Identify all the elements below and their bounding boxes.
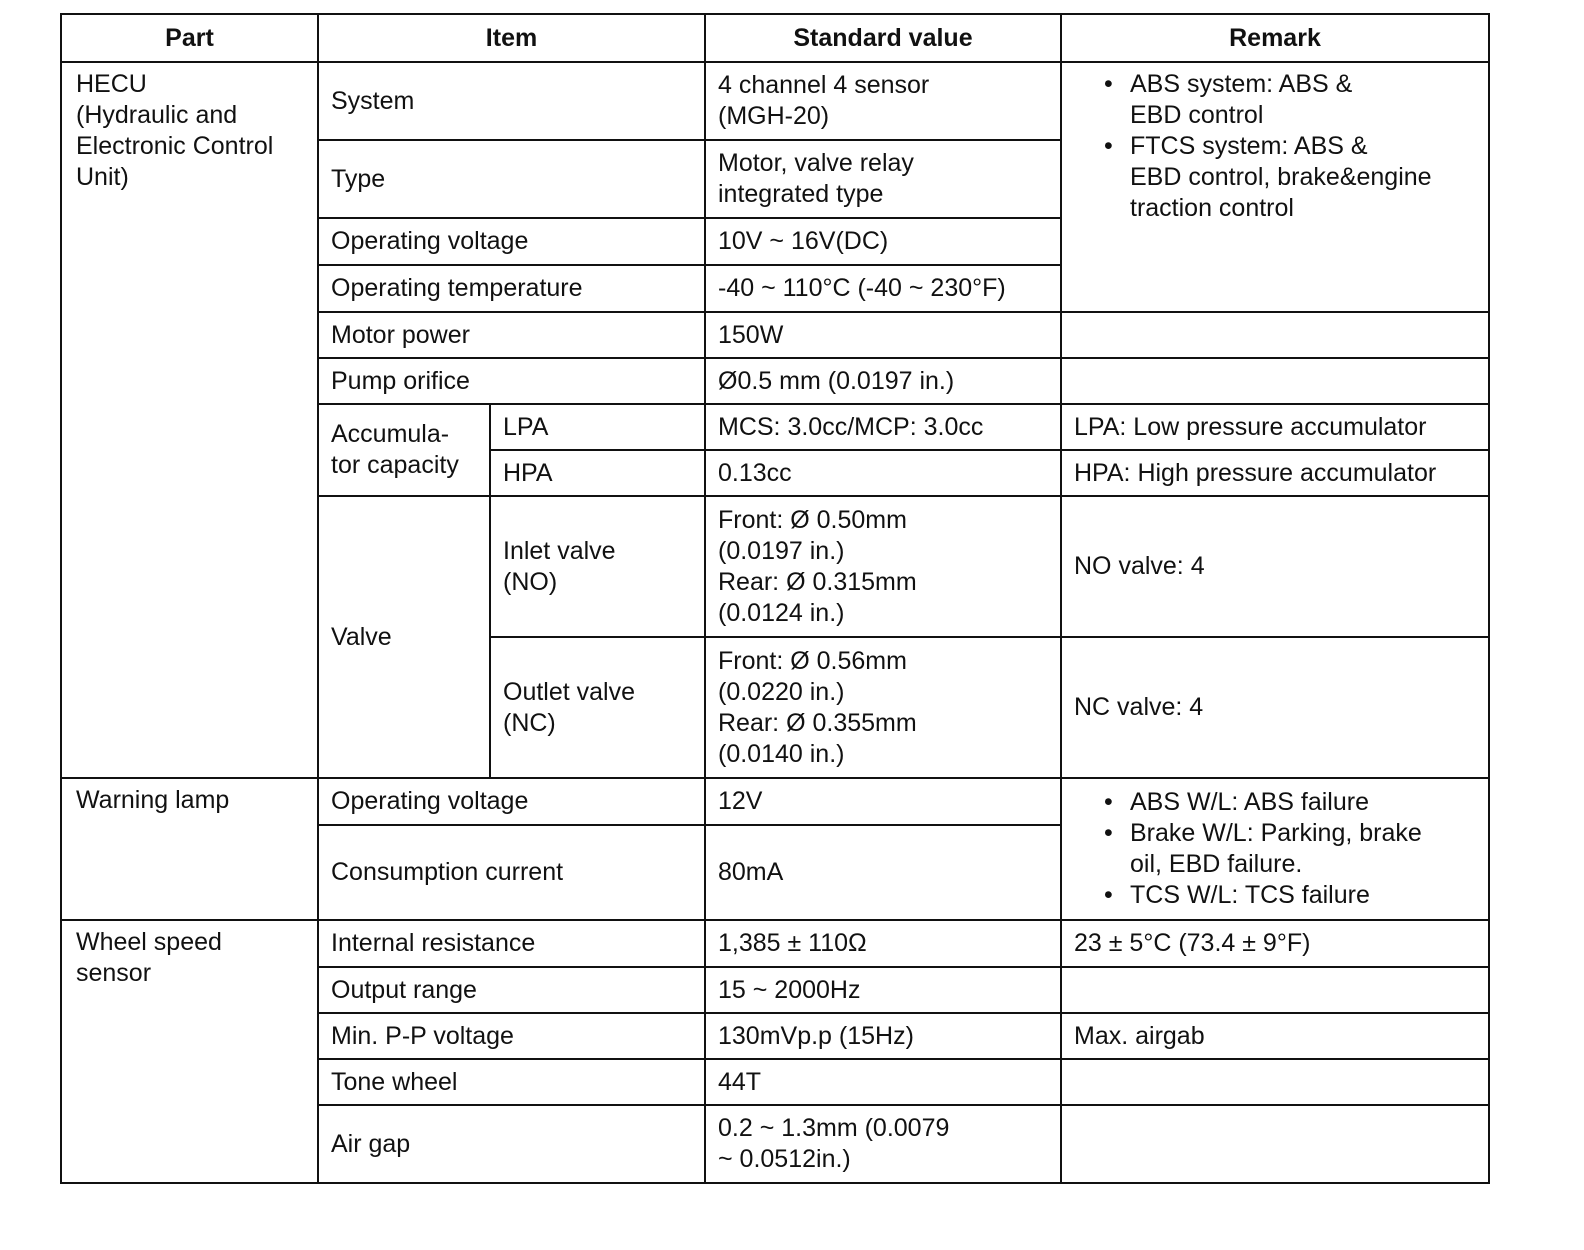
part-warning-lamp: Warning lamp	[61, 778, 318, 920]
item-system: System	[318, 62, 705, 140]
list-item: • Brake W/L: Parking, brake oil, EBD failure.	[1130, 818, 1476, 880]
subitem-lpa: LPA	[490, 404, 705, 450]
item-operating-temperature: Operating temperature	[318, 265, 705, 312]
subitem-hpa: HPA	[490, 450, 705, 496]
value-output-range: 15 ~ 2000Hz	[705, 967, 1061, 1013]
value-operating-temperature: -40 ~ 110°C (-40 ~ 230°F)	[705, 265, 1061, 312]
list-item: • TCS W/L: TCS failure	[1130, 880, 1476, 911]
item-air-gap: Air gap	[318, 1105, 705, 1183]
part-wheel-speed-sensor: Wheel speed sensor	[61, 920, 318, 1183]
header-item: Item	[318, 14, 705, 62]
remark-lpa: LPA: Low pressure accumulator	[1061, 404, 1489, 450]
item-pp-voltage: Min. P-P voltage	[318, 1013, 705, 1059]
value-pump-orifice: Ø0.5 mm (0.0197 in.)	[705, 358, 1061, 404]
table-row	[61, 778, 1489, 825]
value-lpa: MCS: 3.0cc/MCP: 3.0cc	[705, 404, 1061, 450]
list-item: • ABS W/L: ABS failure	[1130, 787, 1476, 818]
remark-pp-voltage: Max. airgab	[1061, 1013, 1489, 1059]
item-operating-voltage: Operating voltage	[318, 218, 705, 265]
part-hecu: HECU (Hydraulic and Electronic Control Unit)	[61, 62, 318, 778]
item-output-range: Output range	[318, 967, 705, 1013]
value-lamp-operating-voltage: 12V	[705, 778, 1061, 825]
header-part: Part	[61, 14, 318, 62]
header-standard-value: Standard value	[705, 14, 1061, 62]
item-valve: Valve	[318, 496, 490, 778]
remark-hecu-list	[1074, 69, 1476, 224]
table-row	[61, 62, 1489, 140]
value-type: Motor, valve relay integrated type	[705, 140, 1061, 218]
subitem-inlet-valve: Inlet valve (NO)	[490, 496, 705, 637]
value-operating-voltage: 10V ~ 16V(DC)	[705, 218, 1061, 265]
remark-warning-lamp-list	[1074, 787, 1476, 911]
remark-internal-resistance: 23 ± 5°C (73.4 ± 9°F)	[1061, 920, 1489, 967]
remark-empty	[1061, 967, 1489, 1013]
item-lamp-operating-voltage: Operating voltage	[318, 778, 705, 825]
value-outlet-valve: Front: Ø 0.56mm (0.0220 in.) Rear: Ø 0.355mm (0.0140 in.)	[705, 637, 1061, 778]
item-type: Type	[318, 140, 705, 218]
header-row	[61, 14, 1489, 62]
value-motor-power: 150W	[705, 312, 1061, 358]
item-tone-wheel: Tone wheel	[318, 1059, 705, 1105]
value-system: 4 channel 4 sensor (MGH-20)	[705, 62, 1061, 140]
value-inlet-valve: Front: Ø 0.50mm (0.0197 in.) Rear: Ø 0.315mm (0.0124 in.)	[705, 496, 1061, 637]
remark-inlet-valve: NO valve: 4	[1061, 496, 1489, 637]
value-internal-resistance: 1,385 ± 110Ω	[705, 920, 1061, 967]
remark-empty	[1061, 1059, 1489, 1105]
specification-table	[60, 13, 1490, 1184]
item-accumulator-capacity: Accumula- tor capacity	[318, 404, 490, 496]
remark-hecu	[1061, 62, 1489, 312]
remark-empty	[1061, 312, 1489, 358]
table-row	[61, 920, 1489, 967]
value-air-gap: 0.2 ~ 1.3mm (0.0079 ~ 0.0512in.)	[705, 1105, 1061, 1183]
list-item: • FTCS system: ABS & EBD control, brake&engine traction control	[1130, 131, 1476, 224]
remark-warning-lamp	[1061, 778, 1489, 920]
item-motor-power: Motor power	[318, 312, 705, 358]
item-internal-resistance: Internal resistance	[318, 920, 705, 967]
remark-empty	[1061, 1105, 1489, 1183]
value-tone-wheel: 44T	[705, 1059, 1061, 1105]
value-consumption-current: 80mA	[705, 825, 1061, 920]
subitem-outlet-valve: Outlet valve (NC)	[490, 637, 705, 778]
remark-hpa: HPA: High pressure accumulator	[1061, 450, 1489, 496]
list-item: • ABS system: ABS & EBD control	[1130, 69, 1476, 131]
header-remark: Remark	[1061, 14, 1489, 62]
remark-empty	[1061, 358, 1489, 404]
value-hpa: 0.13cc	[705, 450, 1061, 496]
value-pp-voltage: 130mVp.p (15Hz)	[705, 1013, 1061, 1059]
remark-outlet-valve: NC valve: 4	[1061, 637, 1489, 778]
item-pump-orifice: Pump orifice	[318, 358, 705, 404]
item-consumption-current: Consumption current	[318, 825, 705, 920]
